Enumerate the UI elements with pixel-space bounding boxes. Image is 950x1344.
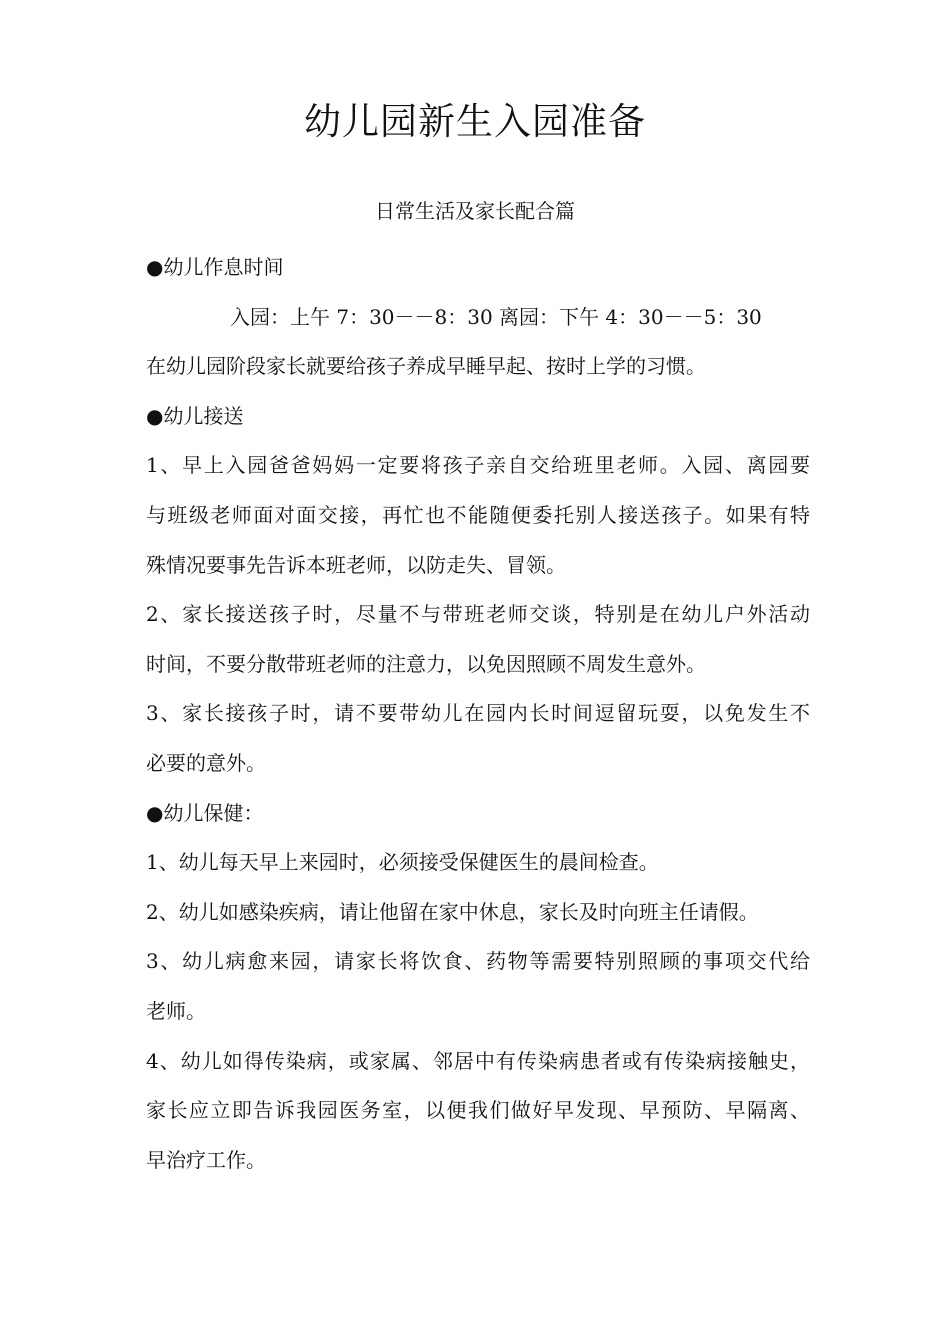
body-line: 3、幼儿病愈来园，请家长将饮食、药物等需要特别照顾的事项交代给 [146,949,810,974]
section-heading-pickup: ●幼儿接送 [146,403,244,428]
document-body [146,243,810,1185]
schedule-times: 入园：上午 7：30－－8：30 离园：下午 4：30－－5：30 [230,304,762,329]
body-line: 2、幼儿如感染疾病，请让他留在家中休息，家长及时向班主任请假。 [146,899,759,924]
body-line: 1、早上入园爸爸妈妈一定要将孩子亲自交给班里老师。入园、离园要 [146,453,810,478]
body-line: 2、家长接送孩子时，尽量不与带班老师交谈，特别是在幼儿户外活动 [146,602,810,627]
section-heading-schedule: ●幼儿作息时间 [146,255,284,279]
body-line: 与班级老师面对面交接，再忙也不能随便委托别人接送孩子。如果有特 [146,502,810,527]
body-line: 殊情况要事先告诉本班老师，以防走失、冒领。 [146,552,566,577]
body-line: 4、幼儿如得传染病，或家属、邻居中有传染病患者或有传染病接触史， [146,1048,810,1073]
body-line: 家长应立即告诉我园医务室，以便我们做好早发现、早预防、早隔离、 [146,1098,810,1123]
body-line: 3、家长接孩子时，请不要带幼儿在园内长时间逗留玩耍，以免发生不 [146,701,810,726]
document-title: 幼儿园新生入园准备 [304,100,646,143]
section-heading-health: ●幼儿保健： [146,800,264,825]
body-line: 老师。 [146,998,206,1023]
body-line: 1、幼儿每天早上来园时，必须接受保健医生的晨间检查。 [146,850,659,875]
body-line: 必要的意外。 [146,750,266,775]
body-line: 在幼儿园阶段家长就要给孩子养成早睡早起、按时上学的习惯。 [146,354,706,379]
body-line: 时间，不要分散带班老师的注意力，以免因照顾不周发生意外。 [146,651,706,676]
document-subtitle: 日常生活及家长配合篇 [375,199,575,223]
body-line: 早治疗工作。 [146,1147,266,1172]
